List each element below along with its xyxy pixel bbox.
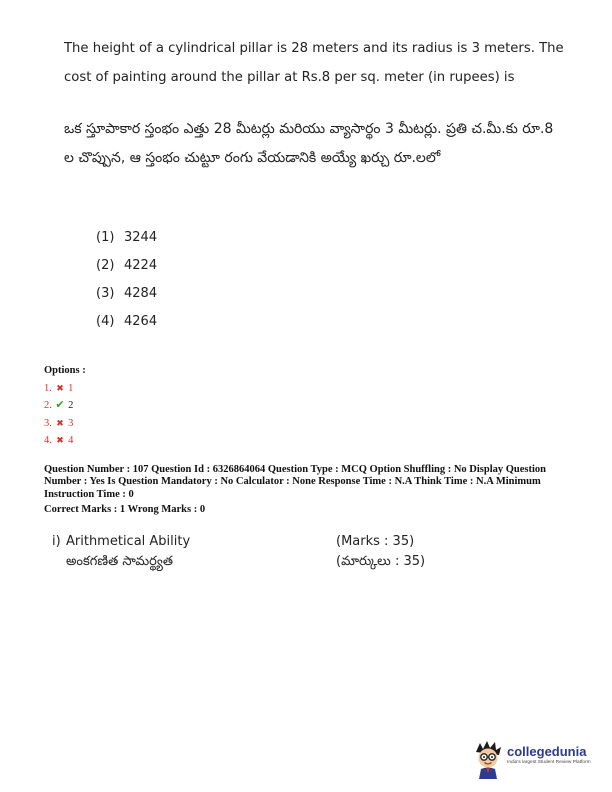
section-header bbox=[52, 532, 472, 572]
options-list bbox=[44, 363, 86, 450]
section-marks-telugu: (మార్కులు : 35) bbox=[336, 554, 426, 569]
question-telugu: ఒక స్తూపాకార స్తంభం ఎత్తు 28 మీటర్లు మరియు వ్యాసార్థం 3 మీటర్లు. ప్రతి చ.మీ.కు రూ.8 ల చొప్పున, ఆ స్తంభం చుట్టూ రంగు వేయడానికి అయ్యే ఖర్చు రూ.లలో bbox=[64, 121, 554, 166]
answer-choices bbox=[96, 226, 157, 338]
choice-1 bbox=[96, 226, 157, 254]
option-index: 1. bbox=[44, 382, 52, 394]
option-index: 2. bbox=[44, 400, 52, 411]
section-row-telugu bbox=[52, 552, 472, 572]
cross-icon: ✖ bbox=[56, 435, 64, 445]
cross-icon: ✖ bbox=[56, 382, 64, 393]
cross-icon: ✖ bbox=[56, 417, 64, 428]
choice-4 bbox=[96, 310, 157, 338]
choice-2 bbox=[96, 254, 157, 282]
collegedunia-logo bbox=[471, 740, 603, 782]
logo-text bbox=[507, 744, 591, 765]
option-2 bbox=[44, 397, 86, 415]
section-marks: (Marks : 35) bbox=[336, 534, 415, 549]
section-row-english bbox=[52, 532, 472, 552]
choice-value: 4224 bbox=[124, 258, 158, 273]
choice-number: (1) bbox=[96, 230, 115, 245]
section-name: Arithmetical Ability bbox=[66, 534, 191, 549]
option-3 bbox=[44, 415, 86, 433]
section-number: i) bbox=[52, 534, 61, 549]
mascot-icon bbox=[471, 740, 505, 780]
choice-3 bbox=[96, 282, 157, 310]
brand-name: collegedunia bbox=[507, 744, 587, 759]
option-index: 3. bbox=[44, 417, 52, 429]
marks-info: Correct Marks : 1 Wrong Marks : 0 bbox=[44, 504, 206, 515]
choice-value: 3244 bbox=[124, 230, 158, 245]
option-index: 4. bbox=[44, 435, 52, 446]
choice-number: (2) bbox=[96, 258, 115, 273]
question-english: The height of a cylindrical pillar is 28 meters and its radius is 3 meters. The cost of painting around the pillar at Rs.8 per sq. meter (in rupees) is bbox=[64, 41, 564, 85]
choice-value: 4264 bbox=[124, 314, 158, 329]
choice-number: (4) bbox=[96, 314, 115, 329]
options-title: Options : bbox=[44, 365, 86, 376]
choice-value: 4284 bbox=[124, 286, 158, 301]
option-text: 1 bbox=[68, 382, 74, 394]
option-1 bbox=[44, 380, 86, 398]
option-text: 3 bbox=[68, 417, 74, 429]
section-name-telugu: అంకగణిత సామర్థ్యత bbox=[66, 554, 174, 569]
question-meta: Question Number : 107 Question Id : 6326864064 Question Type : MCQ Option Shuffling : No Display Question Number : Yes Is Question Mandatory : No Calculator : None Response Time : N.A Think Time : N.A Minimum Instruction Time : 0 bbox=[44, 464, 547, 500]
brand-tagline: India's largest Student Review Platform bbox=[507, 760, 591, 765]
option-text: 4 bbox=[68, 435, 74, 446]
option-text: 2 bbox=[68, 400, 74, 411]
check-icon: ✔ bbox=[55, 399, 65, 411]
choice-number: (3) bbox=[96, 286, 115, 301]
option-4 bbox=[44, 432, 86, 450]
